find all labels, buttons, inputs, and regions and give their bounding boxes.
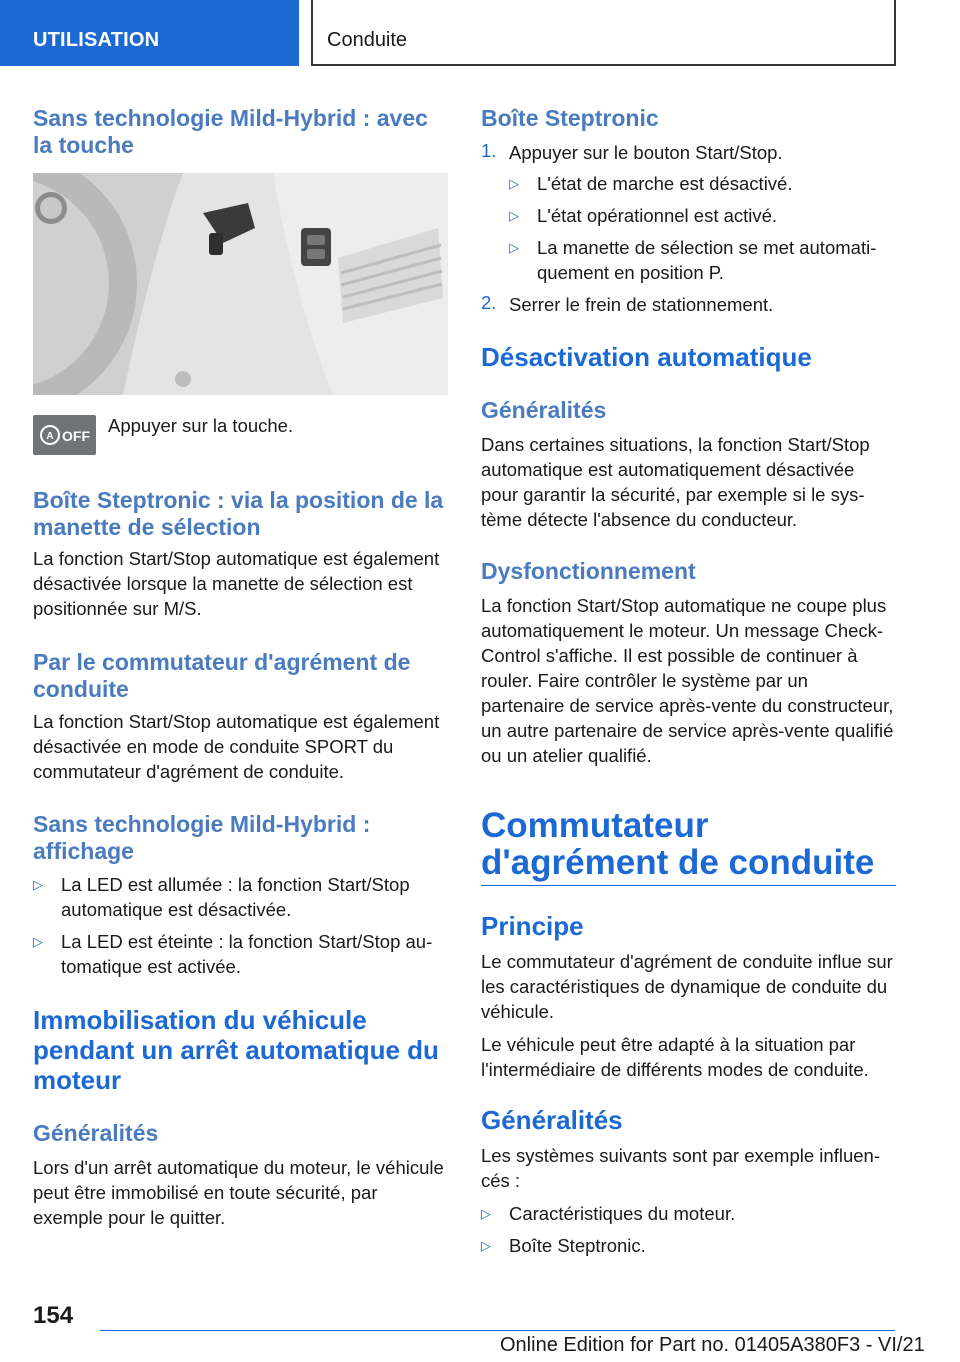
heading-immobilisation: Immobilisation du véhicule pendant un arrêt automatique du moteur [33, 1005, 439, 1095]
svg-text:OFF: OFF [61, 428, 90, 444]
chapter-title: Conduite [311, 0, 896, 66]
page-number: 154 [33, 1302, 74, 1329]
list-item: ▷ L'état de marche est désactivé. [509, 173, 793, 194]
triangle-bullet-icon: ▷ [509, 208, 519, 223]
heading-steptronic: Boîte Steptronic [481, 105, 659, 131]
footer-divider [100, 1330, 895, 1331]
button-caption: Appuyer sur la touche. [108, 415, 294, 436]
triangle-bullet-icon: ▷ [33, 877, 43, 892]
triangle-bullet-icon: ▷ [509, 240, 519, 255]
heading-generalites-left: Généralités [33, 1120, 159, 1146]
heading-principe: Principe [481, 911, 584, 941]
triangle-bullet-icon: ▷ [481, 1206, 491, 1221]
triangle-bullet-icon: ▷ [33, 934, 43, 949]
svg-text:A: A [45, 431, 54, 442]
paragraph-generalites-right: Dans certaines situations, la fonction Start/Stop automatique est automatiquement désactivée pour garantir la sécurité, par exemple si le système détecte l'absence du conducteur. [481, 434, 870, 530]
section-tab: UTILISATION [0, 0, 299, 66]
paragraph-principe-2: Le véhicule peut être adapté à la situation par l'intermédiaire de différents modes de conduite. [481, 1034, 869, 1080]
heading-generalites-2: Généralités [481, 1105, 623, 1135]
edition-note: Online Edition for Part no. 01405A380F3 - VI/21 [500, 1334, 925, 1356]
dashboard-photo [33, 173, 448, 395]
auto-start-stop-off-button-image [33, 415, 96, 455]
triangle-bullet-icon: ▷ [481, 1238, 491, 1253]
list-item: ▷ La manette de sélection se met automatiquement en position P. [509, 237, 877, 283]
dashboard-illustration [33, 173, 448, 395]
heading-steptronic-manette: Boîte Steptronic : via la position de la manette de sélection [33, 487, 444, 540]
list-item: ▷ L'état opérationnel est activé. [509, 205, 778, 226]
heading-commutateur: Par le commutateur d'agrément de conduite [33, 649, 411, 702]
heading-generalites-right: Généralités [481, 397, 607, 423]
auto-start-stop-off-icon [39, 423, 91, 447]
section-divider [481, 885, 896, 886]
paragraph-steptronic-manette: La fonction Start/Stop automatique est également désactivée lorsque la manette de sélection est positionnée sur M/S. [33, 548, 440, 619]
page-header [0, 0, 960, 66]
step-item: 1. Appuyer sur le bouton Start/Stop. [481, 140, 783, 163]
paragraph-generalites-2: Les systèmes suivants sont par exemple influencés : [481, 1145, 880, 1191]
step-item: 2. Serrer le frein de stationnement. [481, 292, 774, 315]
heading-dysfonctionnement: Dysfonctionnement [481, 558, 696, 584]
heading-mild-hybrid-touche: Sans technologie Mild-Hybrid : avec la touche [33, 105, 428, 158]
heading-desactivation: Désactivation automatique [481, 342, 812, 372]
triangle-bullet-icon: ▷ [509, 176, 519, 191]
paragraph-dysfonctionnement: La fonction Start/Stop automatique ne coupe plus automatiquement le moteur. Un message Check-Control s'affiche. Il est possible de continuer à rouler. Faire contrôler le système par un partenaire de service après-vente du constructeur, un autre partenaire de service après-vente qualifié ou un atelier qualifié. [481, 595, 894, 766]
list-item: ▷ La LED est allumée : la fonction Start/Stop automatique est désactivée. [33, 874, 410, 920]
paragraph-commutateur: La fonction Start/Stop automatique est également désactivée en mode de conduite SPORT du commutateur d'agrément de conduite. [33, 711, 440, 782]
list-item: ▷ Boîte Steptronic. [481, 1235, 646, 1256]
list-item: ▷ Caractéristiques du moteur. [481, 1203, 736, 1224]
heading-affichage: Sans technologie Mild-Hybrid : affichage [33, 811, 371, 864]
paragraph-generalites-left: Lors d'un arrêt automatique du moteur, le véhicule peut être immobilisé en toute sécurité, par exemple pour le quitter. [33, 1157, 444, 1228]
heading-commutateur-agrement: Commutateur d'agrément de conduite [481, 806, 875, 882]
paragraph-principe-1: Le commutateur d'agrément de conduite influe sur les caractéristiques de dynamique de conduite du véhicule. [481, 951, 893, 1022]
list-item: ▷ La LED est éteinte : la fonction Start/Stop automatique est activée. [33, 931, 433, 977]
